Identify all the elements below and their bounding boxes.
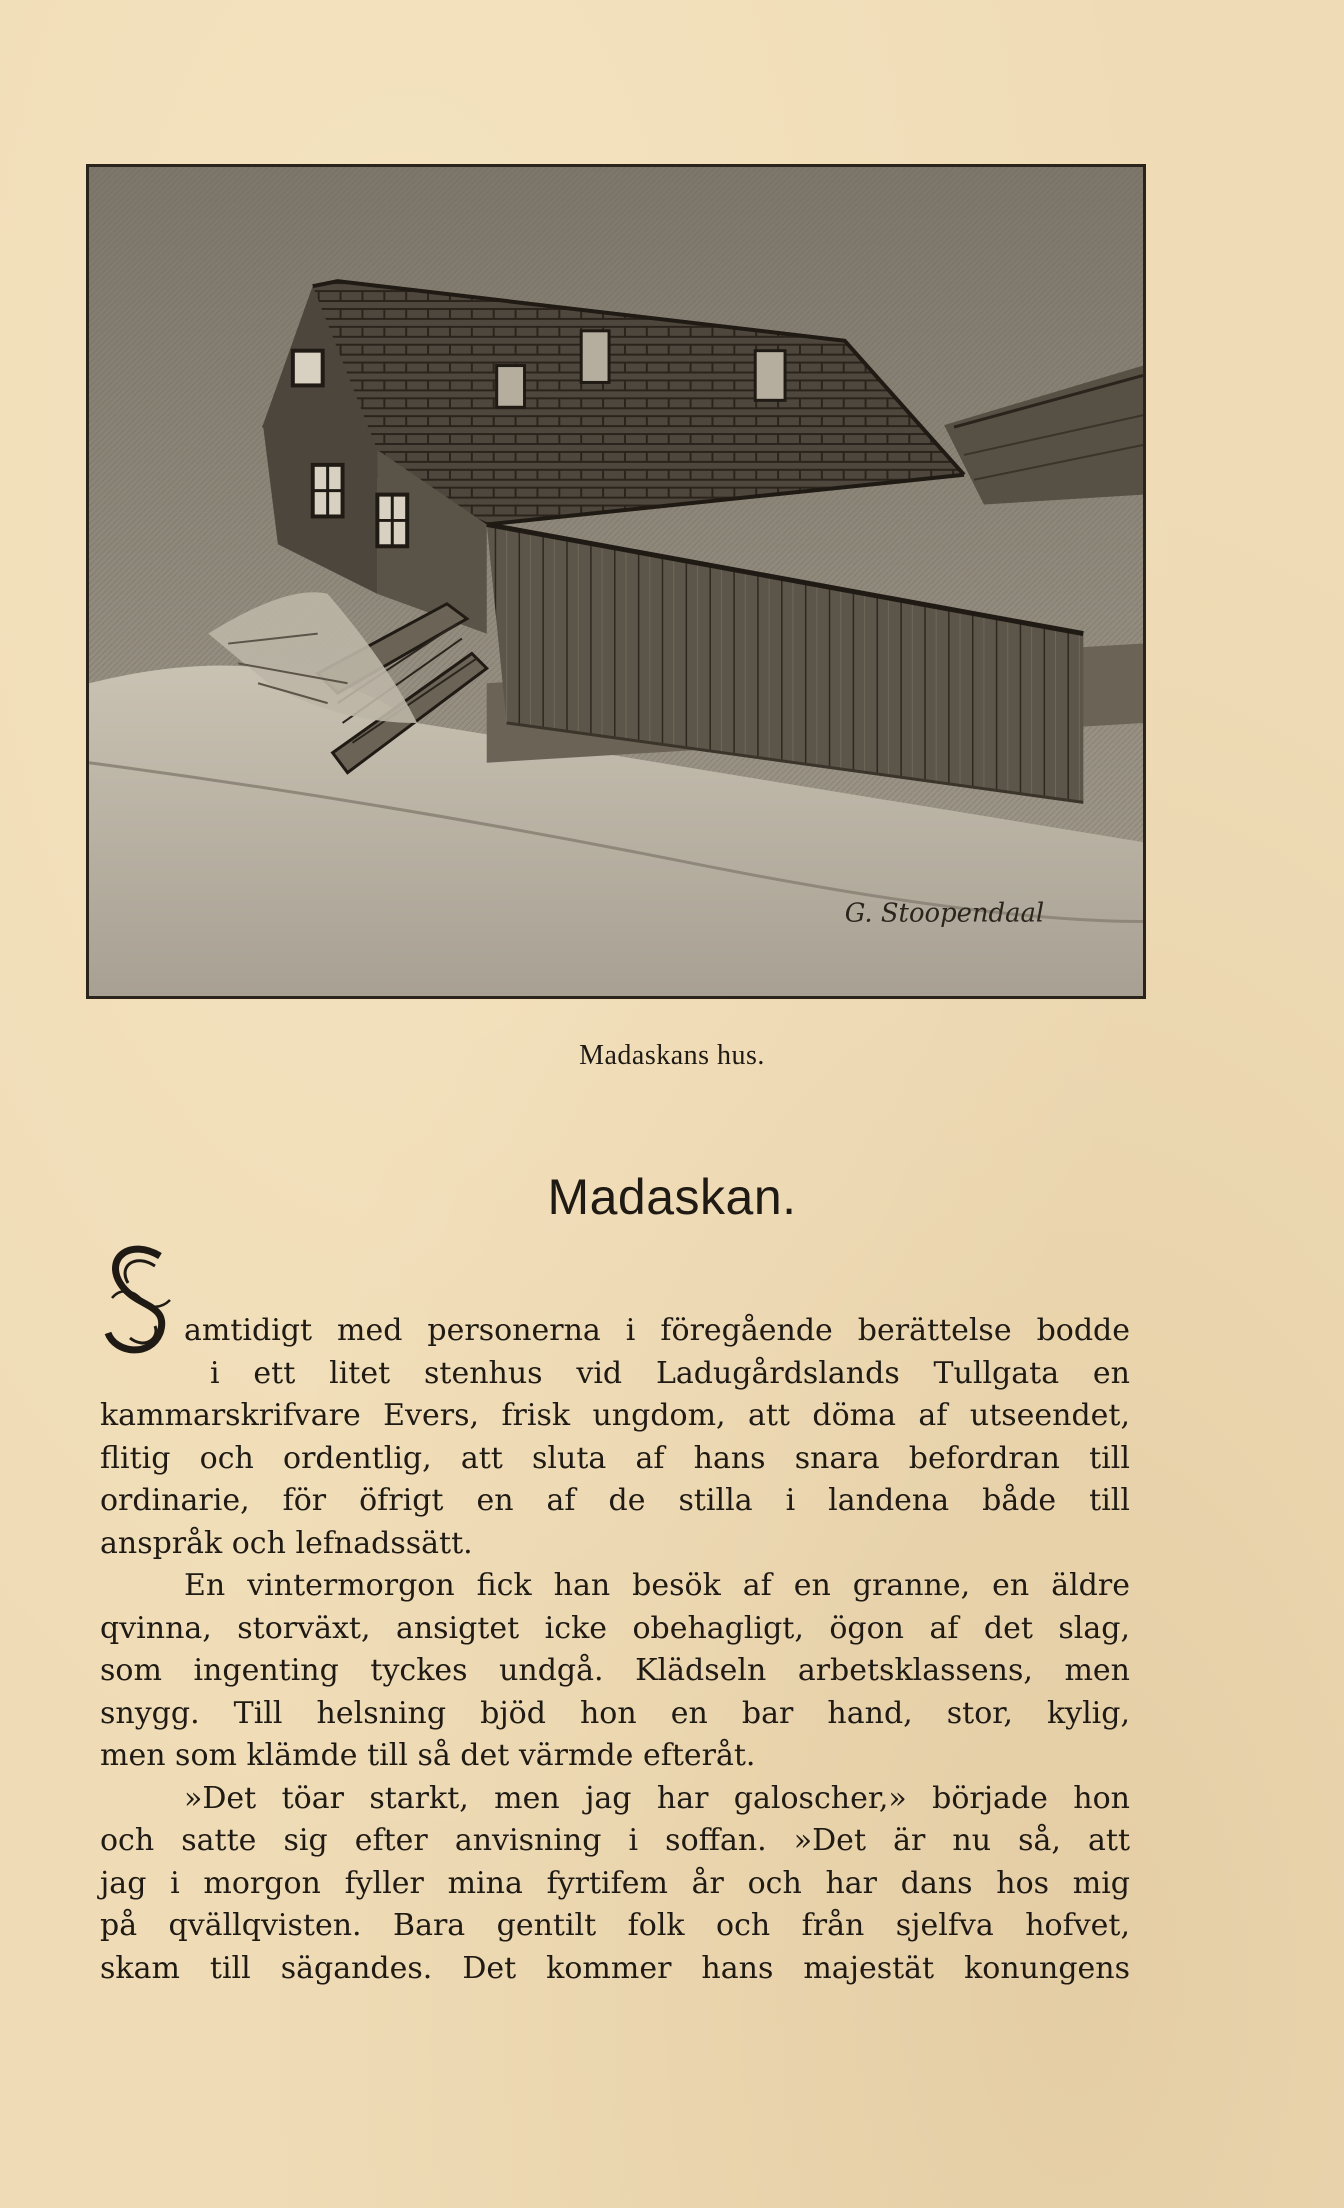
text-line: snygg. Till helsning bjöd hon en bar hand, stor, kylig, <box>100 1695 1130 1731</box>
body-text <box>100 1310 1130 1990</box>
text-line: ordinarie, för öfrigt en af de stilla i landena både till <box>100 1483 1130 1518</box>
text-line: kammarskrifvare Evers, frisk ungdom, att döma af utseendet, <box>100 1398 1130 1433</box>
text-line: som ingenting tyckes undgå. Klädseln arbetsklassens, men <box>100 1653 1130 1688</box>
text-line: qvinna, storväxt, ansigtet icke obehagligt, ögon af det slag, <box>100 1610 1130 1646</box>
text-line: anspråk och lefnadssätt. <box>100 1525 473 1561</box>
text-line: jag i morgon fyller mina fyrtifem år och har dans hos mig <box>100 1865 1130 1901</box>
text-line: amtidigt med personerna i föregående berättelse bodde <box>184 1313 1130 1348</box>
text-line: En vintermorgon fick han besök af en granne, en äldre <box>184 1568 1130 1603</box>
text-line: »Det töar starkt, men jag har galoscher,» började hon <box>184 1780 1130 1816</box>
text-line: och satte sig efter anvisning i soffan. »Det är nu så, att <box>100 1823 1130 1858</box>
artist-signature: G. Stoopendaal <box>844 898 1045 929</box>
text-line: i ett litet stenhus vid Ladugårdslands Tullgata en <box>210 1355 1130 1391</box>
figure-caption: Madaskans hus. <box>579 1040 765 1071</box>
text-line: men som klämde till så det värmde efteråt. <box>100 1738 756 1773</box>
text-line: flitig och ordentlig, att sluta af hans snara befordran till <box>100 1440 1130 1476</box>
text-line: skam till sägandes. Det kommer hans majestät konungens <box>100 1950 1130 1986</box>
house-drawing <box>89 167 1143 996</box>
house-illustration <box>86 164 1146 999</box>
chapter-title: Madaskan. <box>547 1169 797 1225</box>
text-line: på qvällqvisten. Bara gentilt folk och från sjelfva hofvet, <box>100 1908 1130 1943</box>
